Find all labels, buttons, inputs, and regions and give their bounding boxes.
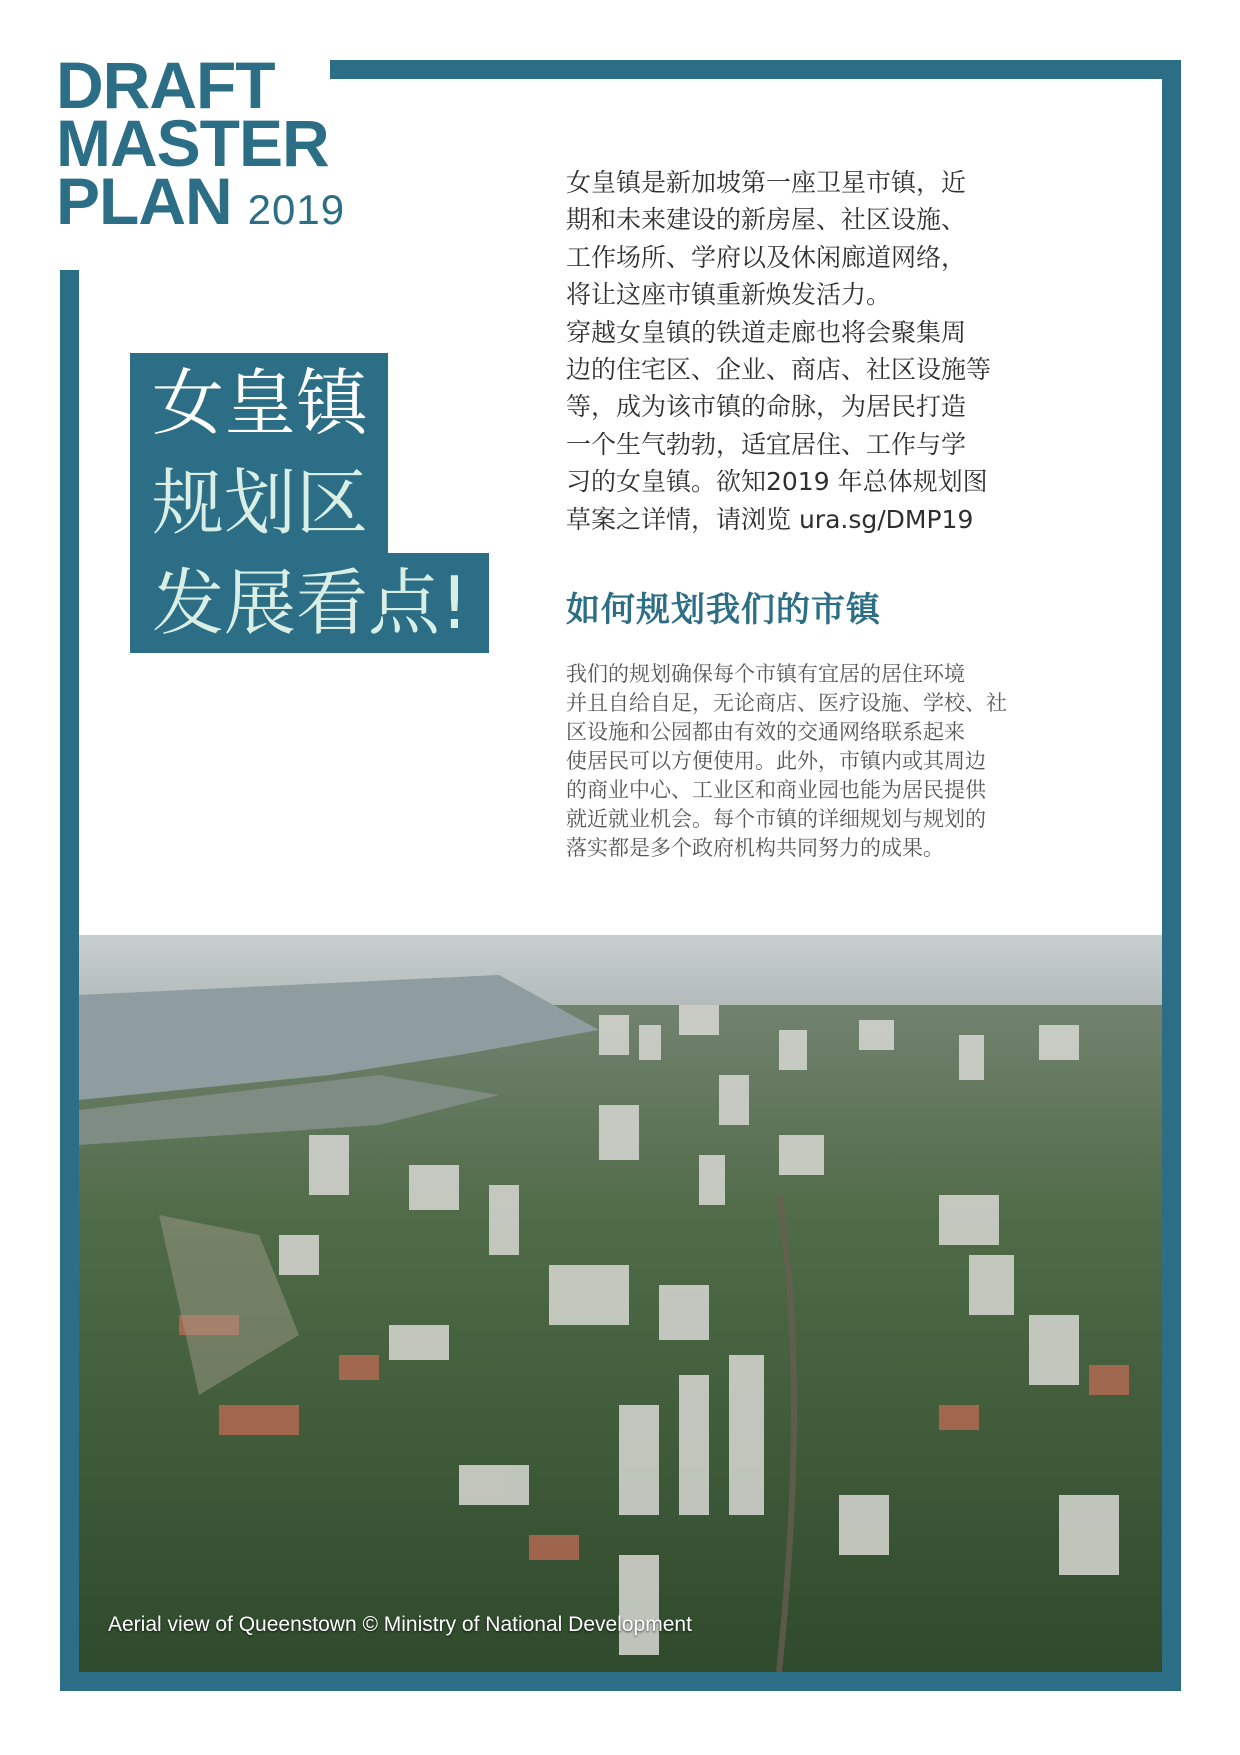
- logo-line-3: [56, 164, 346, 239]
- body-line: 就近就业机会。每个市镇的详细规划与规划的: [566, 807, 986, 831]
- body-line: 并且自给自足，无论商店、医疗设施、学校、社: [566, 691, 1007, 715]
- body-line: 区设施和公园都由有效的交通网络联系起来: [566, 720, 965, 744]
- photo-caption: Aerial view of Queenstown © Ministry of National Development: [108, 1613, 692, 1636]
- logo-line-3-text: PLAN: [56, 164, 232, 238]
- page-title: [130, 353, 489, 653]
- body-line: 的商业中心、工业区和商业园也能为居民提供: [566, 778, 986, 802]
- intro-line: 等，成为该市镇的命脉，为居民打造: [566, 392, 967, 422]
- title-line-3: 发展看点!: [130, 553, 489, 653]
- intro-line: 草案之详情，请浏览 ura.sg/DMP19: [566, 504, 974, 534]
- intro-paragraph: [566, 164, 1066, 538]
- title-line-1: 女皇镇: [130, 353, 388, 453]
- aerial-photo-illustration: [79, 935, 1162, 1672]
- logo-year: 2019: [247, 186, 346, 233]
- body-paragraph: [566, 660, 1071, 863]
- intro-line: 工作场所、学府以及休闲廊道网络，: [566, 242, 967, 272]
- intro-line: 女皇镇是新加坡第一座卫星市镇，近: [566, 168, 967, 197]
- intro-line: 习的女皇镇。欲知2019 年总体规划图: [566, 467, 988, 497]
- intro-line: 一个生气勃勃，适宜居住、工作与学: [566, 429, 967, 459]
- section-heading: 如何规划我们的市镇: [566, 590, 881, 630]
- title-line-2: 规划区: [130, 453, 388, 553]
- body-line: 我们的规划确保每个市镇有宜居的居住环境: [566, 662, 965, 686]
- logo-line-1: DRAFT: [56, 48, 275, 122]
- intro-line: 将让这座市镇重新焕发活力。: [566, 280, 892, 310]
- intro-line: 期和未来建设的新房屋、社区设施、: [566, 205, 967, 235]
- body-line: 使居民可以方便使用。此外，市镇内或其周边: [566, 749, 986, 773]
- body-line: 落实都是多个政府机构共同努力的成果。: [566, 836, 944, 860]
- logo-line-2: MASTER: [56, 106, 329, 180]
- intro-line: 穿越女皇镇的铁道走廊也将会聚集周: [566, 317, 967, 347]
- aerial-photo: [79, 935, 1162, 1672]
- intro-line: 边的住宅区、企业、商店、社区设施等: [566, 355, 992, 385]
- draft-master-plan-logo: [56, 48, 346, 239]
